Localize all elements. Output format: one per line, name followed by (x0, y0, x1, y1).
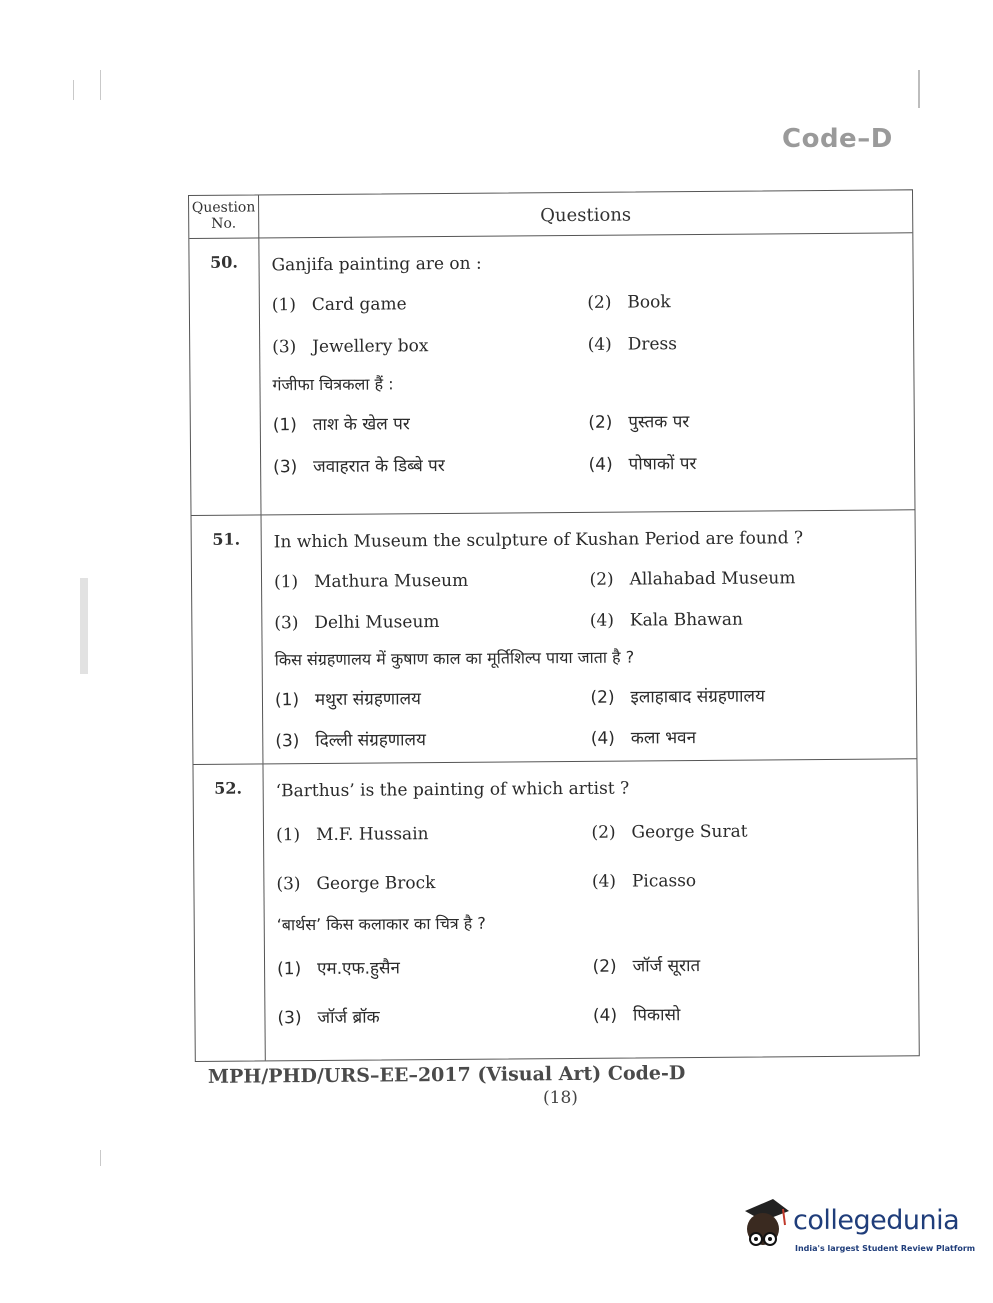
option: (2) Book (587, 292, 671, 313)
page-number: (18) (543, 1088, 578, 1108)
question-body (262, 510, 917, 763)
question-number: 51. (192, 515, 264, 764)
scan-mark (80, 578, 88, 674)
option: (4) पिकासो (592, 1004, 681, 1026)
options-english (272, 279, 904, 368)
option: (2) पुस्तक पर (588, 412, 690, 433)
question-body (263, 759, 918, 1060)
options-hindi (273, 399, 905, 488)
question-number: 52. (193, 764, 265, 1061)
option: (3) Jewellery box (272, 336, 429, 358)
options-hindi (277, 939, 909, 1042)
question-text-hindi: गंजीफा चित्रकला हैं : (272, 374, 394, 395)
mascot-icon (737, 1195, 793, 1257)
exam-code-footer: MPH/PHD/URS–EE–2017 (Visual Art) Code-D (207, 1062, 686, 1088)
option: (3) दिल्ली संग्रहणालय (275, 729, 426, 751)
option: (3) George Brock (276, 872, 436, 894)
option: (3) Delhi Museum (274, 611, 440, 633)
scan-mark (73, 80, 74, 100)
option: (2) George Surat (591, 821, 748, 843)
question-row (189, 233, 914, 516)
option: (2) Allahabad Museum (589, 567, 796, 590)
option: (3) जवाहरात के डिब्बे पर (273, 455, 445, 478)
question-text-english: In which Museum the sculpture of Kushan Period are found ? (273, 528, 804, 553)
margin-rule (918, 70, 920, 108)
options-english (274, 556, 906, 643)
scan-mark (100, 70, 101, 100)
collegedunia-watermark (737, 1195, 976, 1265)
option: (4) Dress (587, 334, 678, 355)
brand-tagline: India's largest Student Review Platform (795, 1244, 976, 1253)
option: (1) ताश के खेल पर (272, 414, 410, 436)
question-text-english: Ganjifa painting are on : (271, 253, 482, 276)
question-row (193, 759, 918, 1061)
option: (1) Mathura Museum (273, 570, 469, 592)
question-number: 50. (189, 238, 261, 515)
option: (2) जॉर्ज सूरात (592, 955, 701, 977)
question-text-hindi: किस संग्रहणालय में कुषाण काल का मूर्तिशिल्प पाया जाता है ? (274, 647, 635, 670)
question-table (188, 189, 920, 1062)
question-row (192, 510, 917, 765)
scan-mark (100, 1150, 101, 1166)
option: (4) कला भवन (590, 727, 697, 749)
options-english (276, 805, 908, 908)
option: (4) Picasso (591, 870, 697, 892)
question-text-english: ‘Barthus’ is the painting of which artist ? (275, 778, 630, 802)
option: (3) जॉर्ज ब्रॉक (277, 1007, 380, 1028)
question-text-hindi: ‘बार्थस’ किस कलाकार का चित्र है ? (276, 913, 486, 935)
option: (1) M.F. Hussain (275, 823, 429, 845)
option: (1) मथुरा संग्रहणालय (274, 688, 422, 710)
option: (1) Card game (271, 294, 407, 316)
brand-name: collegedunia (793, 1205, 960, 1236)
option: (2) इलाहाबाद संग्रहणालय (590, 685, 765, 708)
option: (4) Kala Bhawan (589, 609, 743, 631)
question-body (259, 233, 914, 514)
option: (4) पोषाकों पर (588, 454, 697, 475)
paper-code: Code–D (782, 124, 893, 154)
table-header (189, 190, 912, 239)
options-hindi (275, 674, 907, 761)
question-no-header: Question No. (189, 195, 259, 238)
option: (1) एम.एफ.हुसैन (277, 957, 400, 979)
questions-header: Questions (540, 204, 632, 227)
